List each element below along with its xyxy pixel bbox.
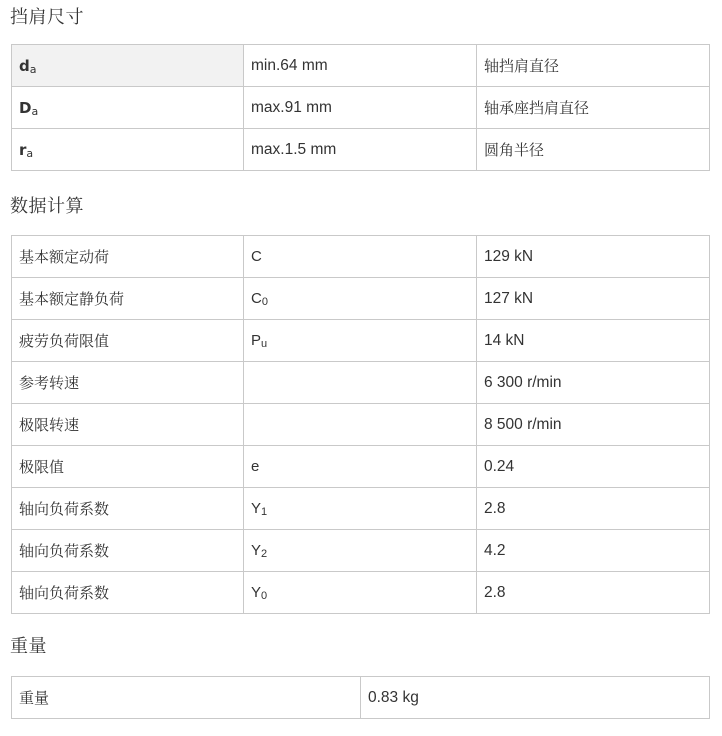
dimension-value-cell: min.64 mm <box>244 45 477 87</box>
symbol-subscript: a <box>29 62 37 76</box>
calc-label-cell: 轴向负荷系数 <box>12 488 244 530</box>
calc-label-cell: 基本额定动荷 <box>12 236 244 278</box>
symbol-subscript: u <box>261 337 268 350</box>
table-row <box>12 572 710 614</box>
calc-symbol-cell <box>244 488 477 530</box>
dimensions-table <box>11 44 710 171</box>
calc-symbol-cell <box>244 572 477 614</box>
calc-value-cell: 8 500 r/min <box>477 404 710 446</box>
weight-value-cell: 0.83 kg <box>361 677 710 719</box>
calc-label-cell: 轴向负荷系数 <box>12 530 244 572</box>
calc-label-cell: 参考转速 <box>12 362 244 404</box>
calc-value-cell: 4.2 <box>477 530 710 572</box>
calc-symbol-cell <box>244 404 477 446</box>
calc-symbol-cell <box>244 530 477 572</box>
symbol-subscript: a <box>26 146 34 160</box>
calc-value-cell: 2.8 <box>477 572 710 614</box>
dimension-desc-cell: 圆角半径 <box>477 129 710 171</box>
calc-value-cell: 6 300 r/min <box>477 362 710 404</box>
table-row <box>12 404 710 446</box>
dimension-value-cell: max.91 mm <box>244 87 477 129</box>
symbol-main: Y <box>251 541 262 559</box>
dimension-symbol-cell <box>12 129 244 171</box>
table-row <box>12 446 710 488</box>
dimension-value-cell: max.1.5 mm <box>244 129 477 171</box>
symbol-main: r <box>19 140 27 159</box>
calculation-table <box>11 235 710 614</box>
symbol-main: Y <box>251 499 262 517</box>
symbol-main: e <box>251 457 260 475</box>
weight-table <box>11 676 710 719</box>
table-row <box>12 236 710 278</box>
weight-label-cell: 重量 <box>12 677 361 719</box>
table-row <box>12 530 710 572</box>
table-row <box>12 488 710 530</box>
dimension-symbol-cell <box>12 87 244 129</box>
calc-label-cell: 轴向负荷系数 <box>12 572 244 614</box>
dimension-symbol-cell <box>12 45 244 87</box>
dimension-desc-cell: 轴承座挡肩直径 <box>477 87 710 129</box>
symbol-main: P <box>251 331 262 349</box>
symbol-main: D <box>19 98 32 117</box>
symbol-main: C <box>251 289 262 307</box>
calculation-section-title: 数据计算 <box>10 196 84 217</box>
symbol-main: d <box>19 56 30 75</box>
symbol-subscript: 2 <box>261 547 268 560</box>
calc-label-cell: 极限值 <box>12 446 244 488</box>
calc-value-cell: 129 kN <box>477 236 710 278</box>
symbol-subscript: 0 <box>261 589 268 602</box>
table-row <box>12 87 710 129</box>
calc-symbol-cell <box>244 446 477 488</box>
calc-symbol-cell <box>244 320 477 362</box>
table-row <box>12 278 710 320</box>
table-row <box>12 677 710 719</box>
calc-value-cell: 14 kN <box>477 320 710 362</box>
table-row <box>12 45 710 87</box>
symbol-subscript: 0 <box>261 295 268 308</box>
calc-value-cell: 0.24 <box>477 446 710 488</box>
table-row <box>12 129 710 171</box>
symbol-main: Y <box>251 583 262 601</box>
dimensions-section-title: 挡肩尺寸 <box>10 7 84 28</box>
calc-symbol-cell <box>244 362 477 404</box>
calc-label-cell: 疲劳负荷限值 <box>12 320 244 362</box>
calc-label-cell: 极限转速 <box>12 404 244 446</box>
table-row <box>12 362 710 404</box>
symbol-main: C <box>251 247 262 265</box>
weight-section-title: 重量 <box>10 636 47 657</box>
calc-symbol-cell <box>244 278 477 320</box>
symbol-subscript: a <box>31 104 39 118</box>
calc-symbol-cell <box>244 236 477 278</box>
table-row <box>12 320 710 362</box>
calc-label-cell: 基本额定静负荷 <box>12 278 244 320</box>
calc-value-cell: 2.8 <box>477 488 710 530</box>
symbol-subscript: 1 <box>261 505 268 518</box>
calc-value-cell: 127 kN <box>477 278 710 320</box>
dimension-desc-cell: 轴挡肩直径 <box>477 45 710 87</box>
